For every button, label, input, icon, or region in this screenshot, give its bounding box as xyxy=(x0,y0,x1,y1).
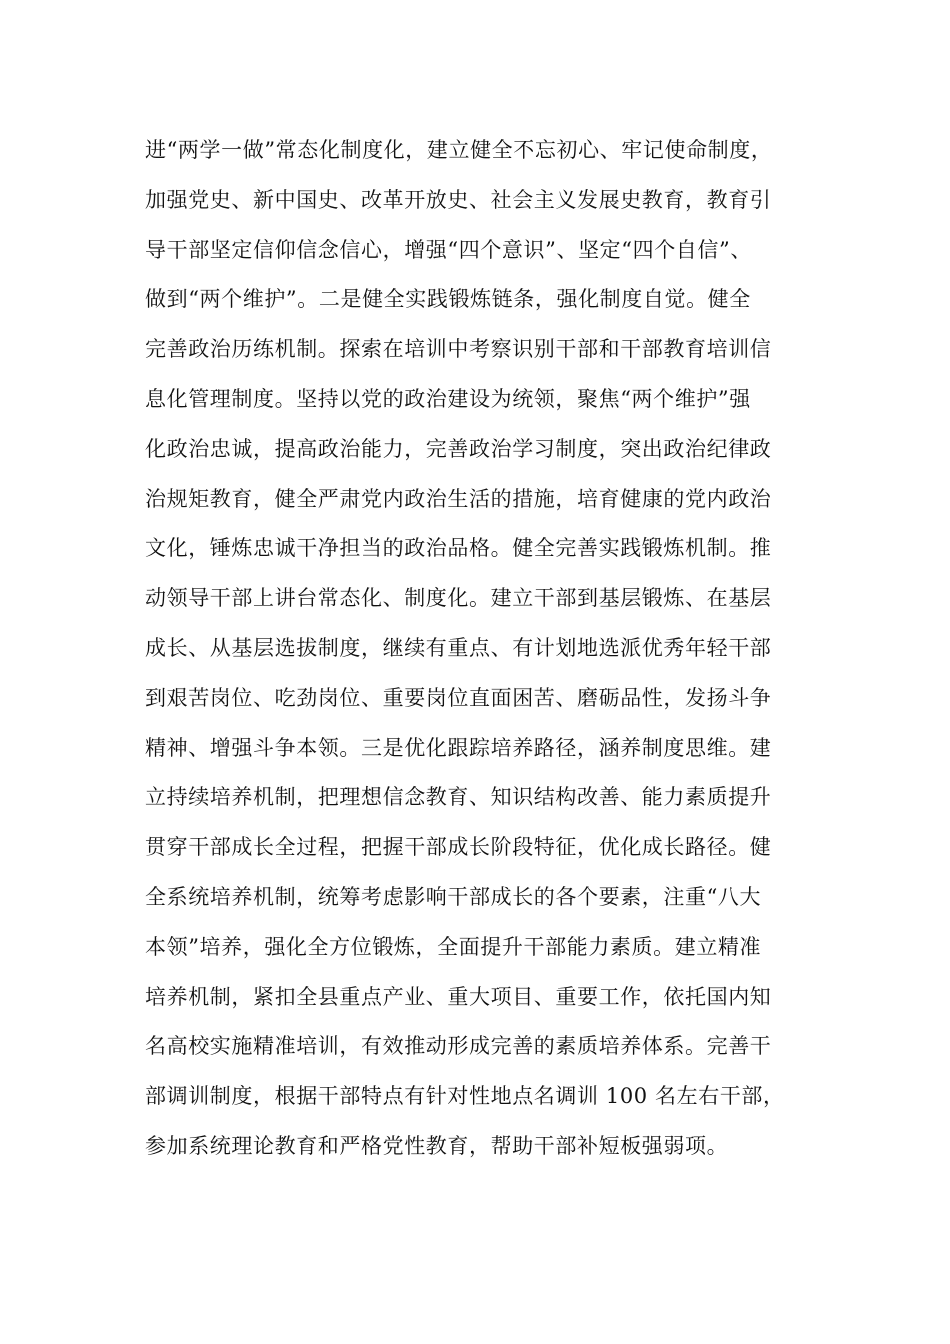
text-line: 本领”培养，强化全方位锻炼，全面提升干部能力素质。建立精准 xyxy=(145,934,762,959)
text-line: 精神、增强斗争本领。三是优化跟踪培养路径，涵养制度思维。建 xyxy=(145,735,772,760)
text-line: 导干部坚定信仰信念信心，增强“四个意识”、坚定“四个自信”、 xyxy=(145,237,752,262)
text-line: 参加系统理论教育和严格党性教育，帮助干部补短板强弱项。 xyxy=(145,1133,729,1158)
text-line: 立持续培养机制，把理想信念教育、知识结构改善、能力素质提升 xyxy=(145,785,772,810)
text-line: 成长、从基层选拔制度，继续有重点、有计划地选派优秀年轻干部 xyxy=(145,635,772,660)
text-line: 做到“两个维护”。二是健全实践锻炼链条，强化制度自觉。健全 xyxy=(145,287,751,312)
text-line: 到艰苦岗位、吃劲岗位、重要岗位直面困苦、磨砺品性，发扬斗争 xyxy=(145,685,772,710)
text-line: 名高校实施精准培训，有效推动形成完善的素质培养体系。完善干 xyxy=(145,1034,772,1059)
text-line: 动领导干部上讲台常态化、制度化。建立干部到基层锻炼、在基层 xyxy=(145,586,772,611)
text-line: 息化管理制度。坚持以党的政治建设为统领，聚焦“两个维护”强 xyxy=(145,386,751,411)
text-line: 文化，锤炼忠诚干净担当的政治品格。健全完善实践锻炼机制。推 xyxy=(145,536,772,561)
text-line: 培养机制，紧扣全县重点产业、重大项目、重要工作，依托国内知 xyxy=(145,984,772,1009)
text-line: 贯穿干部成长全过程，把握干部成长阶段特征，优化成长路径。健 xyxy=(145,835,772,860)
text-line: 进“两学一做”常态化制度化，建立健全不忘初心、牢记使命制度， xyxy=(145,138,773,162)
text-line: 完善政治历练机制。探索在培训中考察识别干部和干部教育培训信 xyxy=(145,337,772,362)
text-line: 加强党史、新中国史、改革开放史、社会主义发展史教育，教育引 xyxy=(145,187,772,212)
text-line: 部调训制度，根据干部特点有针对性地点名调训 100 名左右干部， xyxy=(145,1084,785,1109)
body-paragraph xyxy=(145,126,835,1172)
text-line: 化政治忠诚，提高政治能力，完善政治学习制度，突出政治纪律政 xyxy=(145,436,772,461)
text-line: 全系统培养机制，统筹考虑影响干部成长的各个要素，注重“八大 xyxy=(145,884,762,909)
text-line: 治规矩教育，健全严肃党内政治生活的措施，培育健康的党内政治 xyxy=(145,486,772,511)
